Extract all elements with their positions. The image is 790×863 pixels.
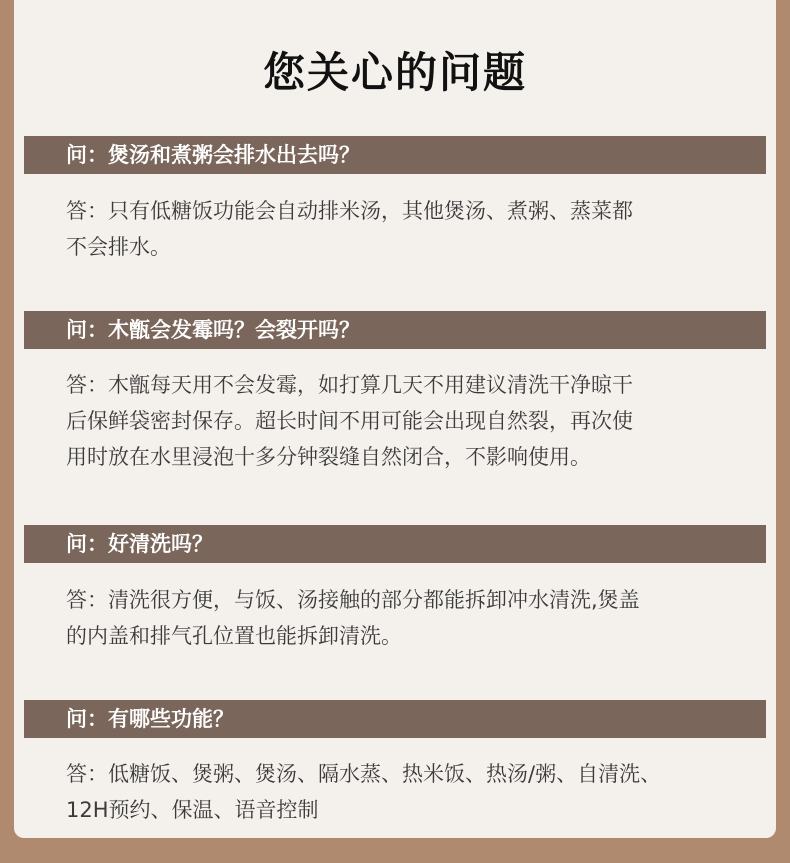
faq-question-3: 问：好清洗吗？ [24,525,766,563]
faq-answer-1: 答：只有低糖饭功能会自动排米汤，其他煲汤、煮粥、蒸菜都 不会排水。 [66,199,633,259]
faq-answer-2: 答：木甑每天用不会发霉，如打算几天不用建议清洗干净晾干 后保鲜袋密封保存。超长时间不用可能会出现自然裂，再次使 用时放在水里浸泡十多分钟裂缝自然闭合，不影响使用。 [66,373,633,469]
page-title: 您关心的问题 [262,48,527,97]
faq-card [14,0,776,838]
faq-answer-4: 答：低糖饭、煲粥、煲汤、隔水蒸、热米饭、热汤/粥、自清洗、 12H预约、保温、语音控制 [66,762,662,822]
faq-answer-3: 答：清洗很方便，与饭、汤接触的部分都能拆卸冲水清洗,煲盖 的内盖和排气孔位置也能拆卸清洗。 [66,588,640,648]
faq-question-2: 问：木甑会发霉吗？会裂开吗？ [24,311,766,349]
faq-question-4: 问：有哪些功能？ [24,700,766,738]
faq-question-1: 问：煲汤和煮粥会排水出去吗？ [24,136,766,174]
